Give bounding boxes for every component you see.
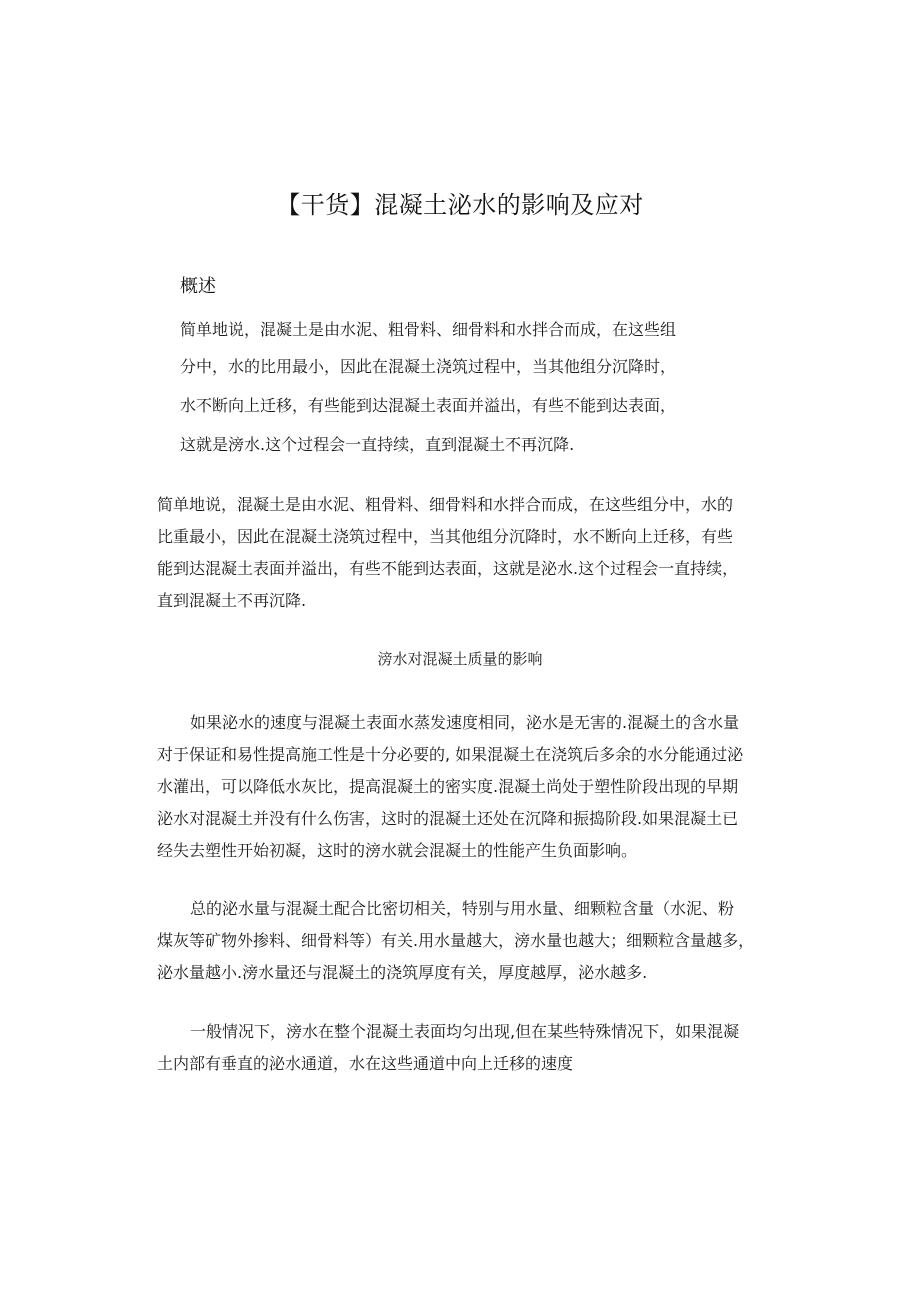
paragraph-line: 经失去塑性开始初凝，这时的滂水就会混凝土的性能产生负面影响。 (157, 841, 638, 860)
overview-line: 水不断向上迁移，有些能到达混凝土表面并溢出，有些不能到达表面， (180, 396, 677, 415)
document-title: 【干货】混凝土泌水的影响及应对 (276, 191, 644, 219)
intro-line: 简单地说，混凝土是由水泥、粗骨料、细骨料和水拌合而成，在这些组分中，水的 (157, 495, 734, 514)
paragraph-line: 如果泌水的速度与混凝土表面水蒸发速度相同，泌水是无害的.混凝土的含水量 (190, 713, 740, 732)
paragraph-line: 水灌出，可以降低水灰比，提高混凝土的密实度.混凝土尚处于塑性阶段出现的早期 (157, 777, 739, 796)
overview-line: 这就是滂水.这个过程会一直持续，直到混凝土不再沉降. (180, 435, 575, 454)
paragraph-line: 泌水对混凝土并没有什么伤害，这时的混凝土还处在沉降和振捣阶段.如果混凝土已 (157, 809, 739, 828)
overview-line: 分中，水的比用最小，因此在混凝土浇筑过程中，当其他组分沉降时， (180, 357, 677, 376)
overview-line: 简单地说，混凝土是由水泥、粗骨料、细骨料和水拌合而成，在这些组 (180, 320, 677, 339)
intro-line: 能到达混凝土表面并溢出，有些不能到达表面，这就是泌水.这个过程会一直持续， (157, 559, 739, 578)
paragraph-line: 一般情况下，滂水在整个混凝土表面均匀出现,但在某些特殊情况下，如果混凝 (190, 1022, 740, 1041)
overview-heading: 概述 (180, 276, 216, 297)
intro-line: 比重最小，因此在混凝土浇筑过程中，当其他组分沉降时，水不断向上迁移，有些 (157, 527, 734, 546)
paragraph-line: 土内部有垂直的泌水通道，水在这些通道中向上迁移的速度 (157, 1054, 574, 1073)
paragraph-line: 泌水量越小.滂水量还与混凝土的浇筑厚度有关，厚度越厚，泌水越多. (157, 963, 648, 982)
paragraph-line: 总的泌水量与混凝土配合比密切相关，特别与用水量、细颗粒含量（水泥、粉 (190, 899, 735, 918)
paragraph-line: 煤灰等矿物外掺料、细骨料等）有关.用水量越大，滂水量也越大；细颗粒含量越多， (157, 931, 755, 950)
intro-line: 直到混凝土不再沉降. (157, 591, 307, 610)
section-heading: 滂水对混凝土质量的影响 (377, 650, 543, 668)
paragraph-line: 对于保证和易性提高施工性是十分必要的, 如果混凝土在浇筑后多余的水分能通过泌 (157, 745, 744, 764)
